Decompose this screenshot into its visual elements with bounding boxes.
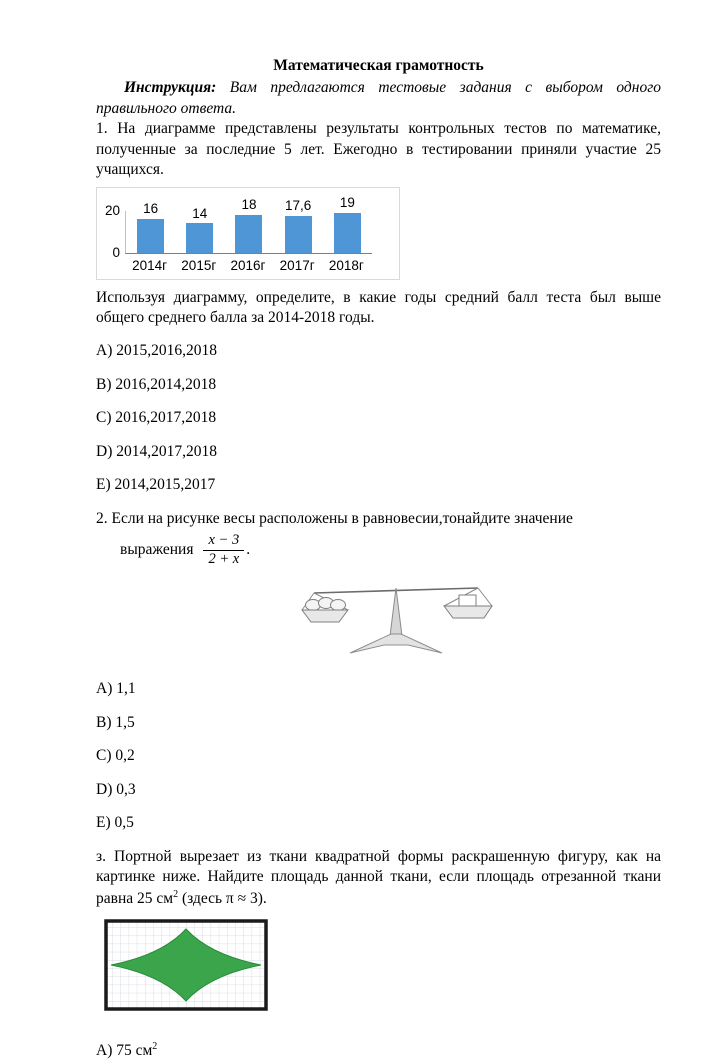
document-title: Математическая грамотность	[273, 57, 484, 74]
fabric-star-image	[104, 919, 268, 1011]
instruction-label: Инструкция:	[124, 79, 217, 97]
answer-a-text: A) 75 см	[96, 1041, 153, 1059]
chart-category-label: 2018г	[328, 257, 364, 273]
chart-bar-group	[285, 197, 312, 253]
expression-label: выражения	[120, 541, 194, 559]
question3-text-part2: (здесь π ≈ 3).	[178, 889, 267, 907]
chart-value-label: 16	[143, 201, 159, 217]
question3-answer-a	[96, 1040, 661, 1061]
fraction-numerator: x − 3	[203, 533, 244, 551]
squared-superscript: 2	[173, 888, 179, 900]
question3-text-part1: з. Портной вырезает из ткани квадратной формы раскрашенную фигуру, как на картинке ниже. Найдите площадь данной ткани, если площадь отрезанной ткани равна 25 см	[96, 847, 661, 907]
question1-options	[96, 341, 661, 495]
chart-bar	[334, 213, 361, 253]
chart-bar	[186, 223, 213, 252]
fabric-star-figure	[104, 919, 661, 1017]
sentence-period: .	[246, 541, 251, 559]
question2-text: 2. Если на рисунке весы расположены в равновесии,тонайдите значение	[96, 509, 573, 527]
answer-option: A) 1,1	[96, 680, 136, 698]
answer-option: B) 1,5	[96, 713, 135, 731]
answer-option: D) 2014,2017,2018	[96, 442, 217, 460]
y-tick-label-min: 0	[112, 244, 120, 260]
instruction-paragraph	[96, 78, 661, 119]
answer-option: C) 0,2	[96, 747, 135, 765]
chart-bar	[235, 215, 262, 253]
chart-category-label: 2016г	[230, 257, 266, 273]
chart-x-axis-labels	[125, 257, 371, 275]
balance-scale-figure	[296, 576, 661, 666]
chart-value-label: 14	[192, 205, 208, 221]
squared-superscript: 2	[152, 1040, 158, 1052]
answer-option: B) 2016,2014,2018	[96, 375, 217, 393]
answer-option: E) 0,5	[96, 814, 134, 832]
chart-plot-area	[125, 195, 372, 254]
chart-bar-group	[186, 205, 213, 253]
question2-options	[96, 679, 661, 833]
chart-category-label: 2014г	[132, 257, 168, 273]
question1-followup: Используя диаграмму, определите, в какие годы средний балл теста был выше общего среднего балла за 2014-2018 годы.	[96, 288, 661, 326]
chart-bar	[137, 219, 164, 253]
chart-value-label: 17,6	[285, 197, 312, 213]
chart-bar-group	[334, 194, 361, 253]
balance-scale-image	[296, 576, 496, 660]
fraction-denominator: 2 + x	[208, 551, 240, 568]
answer-option: E) 2014,2015,2017	[96, 476, 216, 494]
chart-y-axis	[99, 202, 125, 260]
answer-option: A) 2015,2016,2018	[96, 342, 217, 360]
chart-category-label: 2015г	[181, 257, 217, 273]
chart-bar-group	[235, 196, 262, 253]
chart-bar-group	[137, 200, 164, 252]
question1-text: 1. На диаграмме представлены результаты контрольных тестов по математике, полученные за последние 5 лет. Ежегодно в тестировании приняли участие 25 учащихся.	[96, 120, 661, 179]
chart-value-label: 19	[339, 195, 355, 211]
chart-value-label: 18	[241, 197, 257, 213]
answer-option: D) 0,3	[96, 780, 136, 798]
fraction	[203, 533, 244, 568]
chart-category-label: 2017г	[279, 257, 315, 273]
bar-chart	[96, 187, 400, 280]
instruction-text: Вам предлагаются тестовые задания с выбором одного правильного ответа.	[96, 79, 661, 117]
question2-expression	[120, 533, 661, 568]
y-tick-label-max: 20	[104, 202, 120, 218]
chart-bar	[285, 216, 312, 253]
question3-text	[96, 847, 661, 910]
answer-option: C) 2016,2017,2018	[96, 409, 217, 427]
